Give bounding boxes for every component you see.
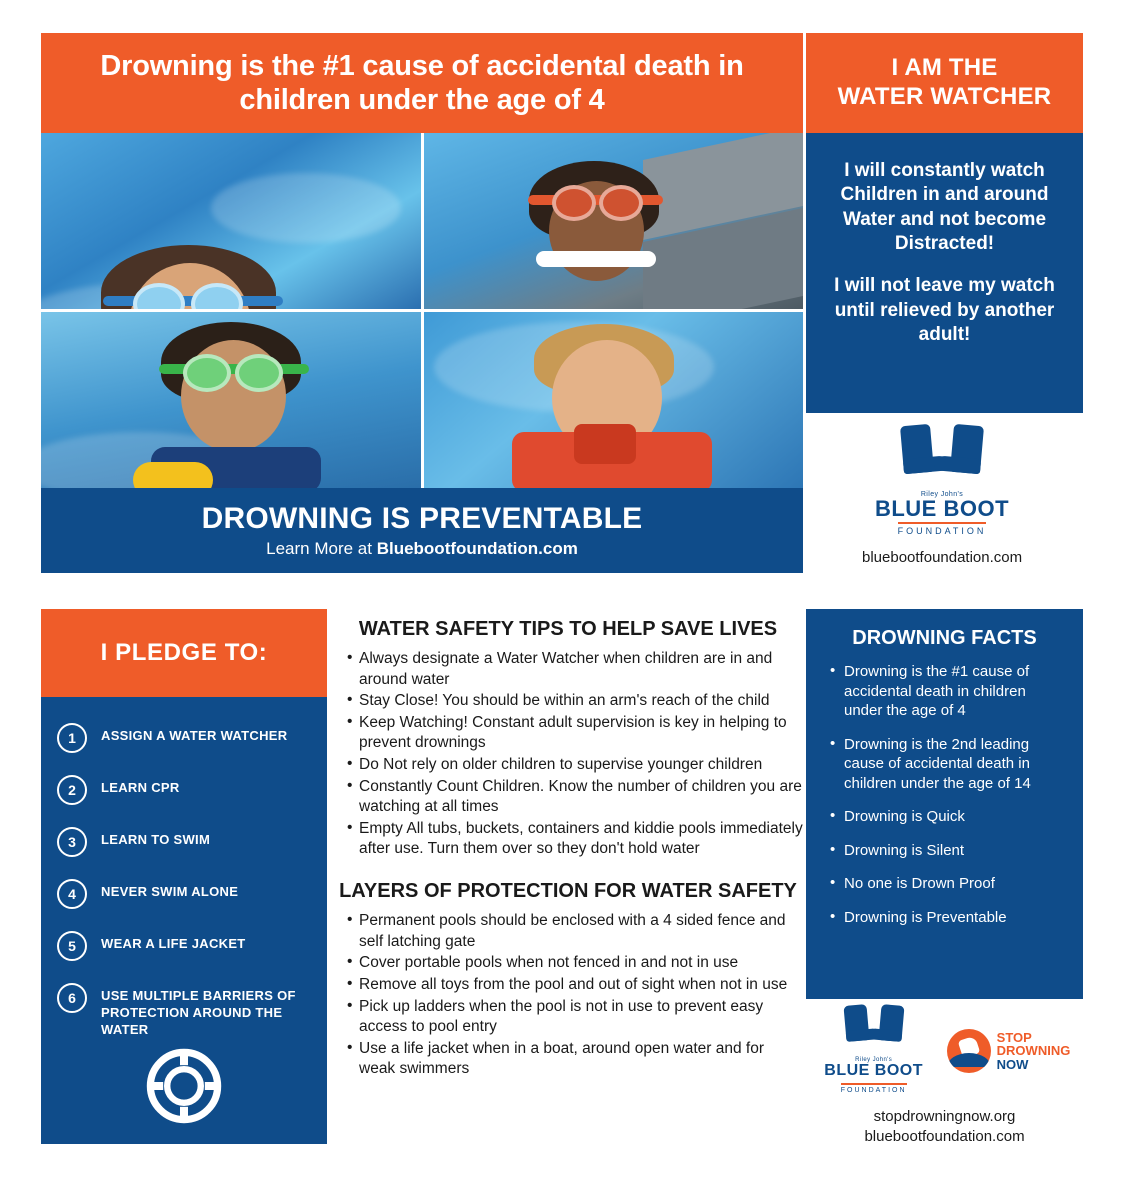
list-item	[57, 879, 311, 909]
hand-wave-icon	[947, 1029, 991, 1073]
list-item: • Always designate a Water Watcher when children are in and around water	[347, 649, 803, 690]
list-item: • Drowning is the 2nd leading cause of accidental death in children under the age of 14	[830, 735, 1067, 794]
stop-drowning-now-logo	[947, 1029, 1071, 1073]
logo-row	[806, 1005, 1083, 1097]
list-item: • Drowning is Silent	[830, 841, 1067, 861]
preventable-title: DROWNING IS PREVENTABLE	[201, 502, 643, 535]
tips-title: WATER SAFETY TIPS TO HELP SAVE LIVES	[358, 618, 778, 640]
list-item	[57, 827, 311, 857]
water-watcher-statement-1: I will constantly watch Children in and around Water and not become Distracted!	[840, 160, 1049, 254]
pledge-item-label: ASSIGN A WATER WATCHER	[101, 728, 288, 743]
brand-foundation-text: FOUNDATION	[841, 1083, 907, 1094]
tips-column	[333, 618, 803, 1081]
list-item: • Permanent pools should be enclosed with a 4 sided fence and self latching gate	[347, 911, 803, 952]
list-item	[57, 931, 311, 961]
list-item	[57, 775, 311, 805]
list-item: • Do Not rely on older children to supervise younger children	[347, 755, 803, 776]
learn-more-site[interactable]: Bluebootfoundation.com	[376, 539, 578, 558]
list-item: • Drowning is Preventable	[830, 908, 1067, 928]
brand-name: BLUE BOOT	[874, 496, 1010, 521]
pledge-item-label: LEARN CPR	[101, 780, 180, 795]
pledge-number: 4	[57, 879, 87, 909]
list-item: • No one is Drown Proof	[830, 874, 1067, 894]
pledge-number: 1	[57, 723, 87, 753]
water-watcher-title	[838, 54, 1052, 112]
water-watcher-header	[806, 33, 1083, 133]
drowning-facts-panel	[806, 609, 1083, 999]
pledge-number: 6	[57, 983, 87, 1013]
preventable-banner	[41, 488, 803, 573]
water-watcher-title-line1: I AM THE	[891, 54, 998, 82]
facts-list	[822, 662, 1067, 927]
photo-child-pool-edge	[424, 133, 804, 309]
footer-urls	[806, 1107, 1083, 1148]
learn-more-text	[266, 539, 578, 559]
photo-child-green-goggles	[41, 312, 421, 488]
footer-url-bluebootfoundation[interactable]: bluebootfoundation.com	[864, 1128, 1025, 1146]
pledge-item-label: LEARN TO SWIM	[101, 832, 211, 847]
footer-logos	[806, 1005, 1083, 1148]
page-title: Drowning is the #1 cause of accidental death in children under the age of 4	[100, 49, 744, 116]
tips-list	[333, 649, 803, 860]
pledge-number: 5	[57, 931, 87, 961]
brand-foundation-text: FOUNDATION	[898, 522, 987, 536]
pledge-list	[41, 697, 327, 1144]
life-ring-icon	[144, 1046, 224, 1126]
pledge-item-label: USE MULTIPLE BARRIERS OF PROTECTION AROUND THE WATER	[101, 988, 296, 1037]
blue-boot-logo	[862, 425, 1022, 566]
list-item	[57, 723, 311, 753]
water-watcher-statement-2: I will not leave my watch until relieved by another adult!	[834, 275, 1055, 345]
facts-title: DROWNING FACTS	[852, 627, 1037, 649]
list-item: • Use a life jacket when in a boat, around open water and for weak swimmers	[347, 1039, 803, 1080]
list-item: • Constantly Count Children. Know the number of children you are watching at all times	[347, 777, 803, 818]
list-item: • Cover portable pools when not fenced in and not in use	[347, 953, 803, 974]
pledge-number: 2	[57, 775, 87, 805]
layers-title: LAYERS OF PROTECTION FOR WATER SAFETY	[339, 880, 797, 903]
water-watcher-title-line2: WATER WATCHER	[837, 83, 1052, 110]
boots-icon	[896, 425, 988, 487]
list-item: • Empty All tubs, buckets, containers and kiddie pools immediately after use. Turn them over so they don't hold water	[347, 819, 803, 860]
photo-grid	[41, 133, 803, 488]
photo-child-life-vest	[424, 312, 804, 488]
learn-more-prefix: Learn More at	[266, 539, 377, 558]
list-item: • Keep Watching! Constant adult supervision is key in helping to prevent drownings	[347, 713, 803, 754]
sdn-line-2: DROWNING	[996, 1043, 1071, 1059]
layers-list	[333, 911, 803, 1080]
pledge-number: 3	[57, 827, 87, 857]
list-item: • Pick up ladders when the pool is not in use to prevent easy access to pool entry	[347, 997, 803, 1038]
pledge-header	[41, 609, 327, 697]
list-item	[57, 983, 311, 1039]
brand-riley-text: Riley John's	[855, 1057, 893, 1063]
list-item: • Drowning is the #1 cause of accidental death in children under the age of 4	[830, 662, 1067, 721]
list-item: • Drowning is Quick	[830, 807, 1067, 827]
blue-boot-logo-footer	[819, 1005, 929, 1097]
brand-url-top[interactable]: bluebootfoundation.com	[862, 549, 1023, 566]
footer-url-stopdrowningnow[interactable]: stopdrowningnow.org	[873, 1108, 1016, 1125]
pledge-item-label: WEAR A LIFE JACKET	[101, 936, 246, 951]
pledge-item-label: NEVER SWIM ALONE	[101, 884, 239, 899]
brand-riley-text: Riley John's	[920, 491, 964, 498]
list-item: • Remove all toys from the pool and out of sight when not in use	[347, 975, 803, 996]
photo-child-goggles-pool	[41, 133, 421, 309]
sdn-line-3: NOW	[996, 1056, 1029, 1072]
brand-name: BLUE BOOT	[824, 1062, 924, 1079]
boots-icon	[839, 1005, 909, 1053]
headline-banner	[41, 33, 803, 133]
water-watcher-statements	[806, 133, 1083, 413]
pledge-title: I PLEDGE TO:	[100, 639, 268, 666]
list-item: • Stay Close! You should be within an arm's reach of the child	[347, 691, 803, 712]
stop-drowning-now-text	[997, 1031, 1071, 1071]
sdn-line-1: STOP	[996, 1030, 1032, 1046]
